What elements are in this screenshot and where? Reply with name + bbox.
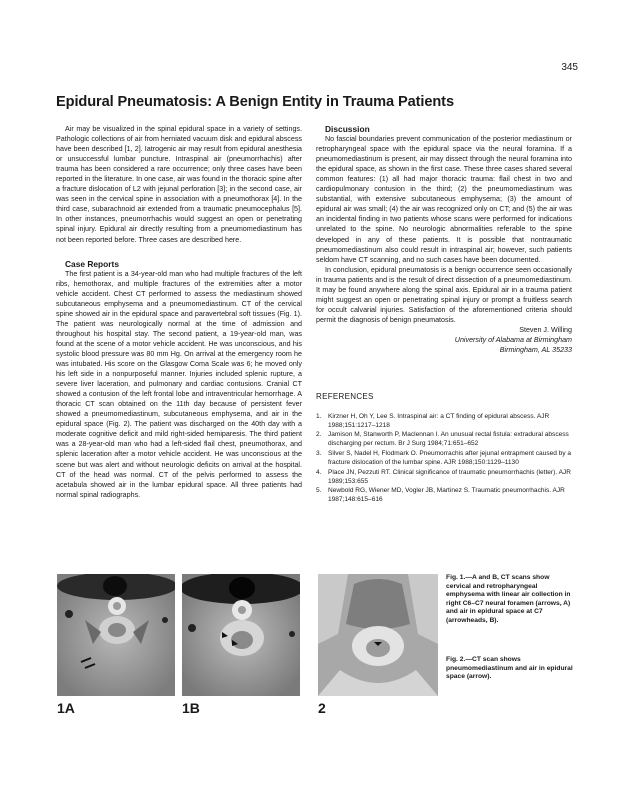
case-reports-paragraph: The first patient is a 34-year-old man who had multiple fractures of the left ribs, hemothorax, and multiple fractures of the extremities after a motor vehicle accident. Chest CT performed to assess the mediastinum showed subcutaneous emphysema and a pneumomediastinum. CT of the cervical spine showed air in the epidural space and paravertebral soft tissues (Fig. 1). The patient was neurologically normal at the time of admission and throughout his hospital stay. The second patient, a 19-year-old man, was found at the scene of a motor vehicle accident. He was unconscious, and his systolic blood pressure was 80 mm Hg. On arrival at the emergency room he was intubated. His score on the Glasgow Coma Scale was 6; he moved only his left side in a nonpurposeful manner. Injuries included splenic rupture, a severe liver laceration, and pulmonary and cardiac contusions. Cranial CT showed a contusion of the left frontal lobe and intraventricular hemorrhage. A thoracic CT scan obtained on the 11th day because of persistent fever showed a pneumomediastinum, subcutaneous emphysema, and air in the epidural space (Fig. 2). The patient was discharged on the 40th day with a moderate cognitive deficit and mild right-sided hemiparesis. The third patient was a 28-year-old man who had a left-sided flail chest, pneumothorax, and splenic laceration after a motor vehicle accident. He was unconscious at the scene but was alert and without neurologic deficits on arrival at the hospital. CT of the head was normal. CT of the pelvis performed to assess the acetabula showed air in the lumbar epidural space. All three patients had normal spinal radiographs. xyxy=(56,269,302,499)
case-reports-heading: Case Reports xyxy=(65,258,119,269)
intro-paragraph: Air may be visualized in the spinal epidural space in a variety of settings. Pathologic collections of air from herniated vacuum disk and epidural abscess have been described [1, 2]. Iatrogenic air may result from epidural anesthesia or unsuccessful lumbar puncture. Intraspinal air (pneumorrhachis) after trauma has been considered a rare occurrence; only three cases have been reported in the literature. In one case, air was found in the thoracic spine after a fracture dislocation of L2 with jejunal perforation [3]; in the second case, air was seen in the cervical spine in association with a pneumothorax [4]. In the third case, subarachnoid air extended from a traumatic pneumocephalus [5]. In other instances, pneumorrhachis would suggest an open or penetrating spinal injury. Epidural air directly resulting from a pneumomediastinum has not been reported before. Three cases are described here. xyxy=(56,125,302,244)
figure-1b-ct-graphic xyxy=(182,574,300,696)
right-column xyxy=(316,124,572,505)
reference-item: 1. Kirzner H, Oh Y, Lee S. Intraspinal air: a CT finding of epidural abscess. AJR 1988;151:1217–1218 xyxy=(316,412,550,429)
figure-1-caption: Fig. 1.—A and B, CT scans show cervical and retropharyngeal emphysema with linear air collection in right C6–C7 neural foramen (arrows, A) and air in epidural space at C7 (arrowheads, B). xyxy=(446,574,571,624)
reference-item: 4. Place JN, Pezzuti RT. Clinical significance of traumatic pneumorrhachis (letter). AJR 1989;153:655 xyxy=(316,468,571,485)
signature xyxy=(316,325,572,356)
reference-list xyxy=(316,412,572,505)
left-column xyxy=(56,124,302,500)
discussion-paragraph-2: In conclusion, epidural pneumatosis is a benign occurrence seen occasionally in trauma patients and is the result of direct dissection of a pneumomediastinum. It may be found anywhere along the spinal axis. Epidural air in a trauma patient might suggest an open or penetrating spinal injury or prompt a fruitless search for occult calvarial injuries. Satisfaction of the aforementioned criteria should permit the diagnosis of benign pneumatosis. xyxy=(316,265,572,324)
article-title: Epidural Pneumatosis: A Benign Entity in Trauma Patients xyxy=(56,94,454,110)
author-affiliation: University of Alabama at Birmingham xyxy=(454,336,572,345)
author-location: Birmingham, AL 35233 xyxy=(499,346,572,355)
discussion-paragraph-1: No fascial boundaries prevent communication of the posterior mediastinum or retropharyngeal space with the epidural space via the neural foramina. If a pneumomediastinum is present, air may dissect through the neural foramina into the epidural space, as shown in the first case. These three cases shared several common features: (1) all had major thoracic trauma: flail chest in two and cardiopulmonary contusion in the third; (2) the pneumomediastinum was substantial, with extensive subcutaneous emphysema; (3) the amount of epidural air was small; (4) the air was recognized only on CT; and (5) the air was an incidental finding in two patients whose scans were performed for indications unrelated to the spine. No neurologic abnormalities referable to the spine developed in any of these patients. It is possible that nontraumatic pneumomediastinum also could result in intraspinal air; however, such patients seldom have CT scanning, and no such cases have been documented. xyxy=(316,135,572,264)
reference-item: 3. Silver S, Nadel H, Flodmark O. Pneumorrachis after jejunal entrapment caused by a fracture dislocation of the lumbar spine. AJR 1988;150:1129–1130 xyxy=(316,449,572,467)
page-number: 345 xyxy=(561,62,578,73)
figure-1a-ct-image xyxy=(57,574,175,696)
figure-2-ct-graphic xyxy=(318,574,438,696)
references-heading: REFERENCES xyxy=(316,391,374,401)
figure-1a-label: 1A xyxy=(57,700,75,716)
figure-1b-ct-image xyxy=(182,574,300,696)
reference-item: 2. Jamison M, Stanworth P, Maclennan I. An unusual rectal fistula: extradural abscess discharging per rectum. Br J Surg 1984;71:651–652 xyxy=(316,431,569,448)
figure-2-ct-image xyxy=(318,574,438,696)
figure-2-caption: Fig. 2.—CT scan shows pneumomediastinum and air in epidural space (arrow). xyxy=(446,656,573,681)
figure-2-label: 2 xyxy=(318,700,326,716)
author-name: Steven J. Willing xyxy=(519,325,572,334)
figure-1a-ct-graphic xyxy=(57,574,175,696)
reference-item: 5. Newbold RG, Wiener MD, Vogler JB, Martinez S. Traumatic pneumorrhachis. AJR 1987;148:615–616 xyxy=(316,487,565,504)
discussion-heading: Discussion xyxy=(325,124,370,134)
figure-1b-label: 1B xyxy=(182,700,200,716)
